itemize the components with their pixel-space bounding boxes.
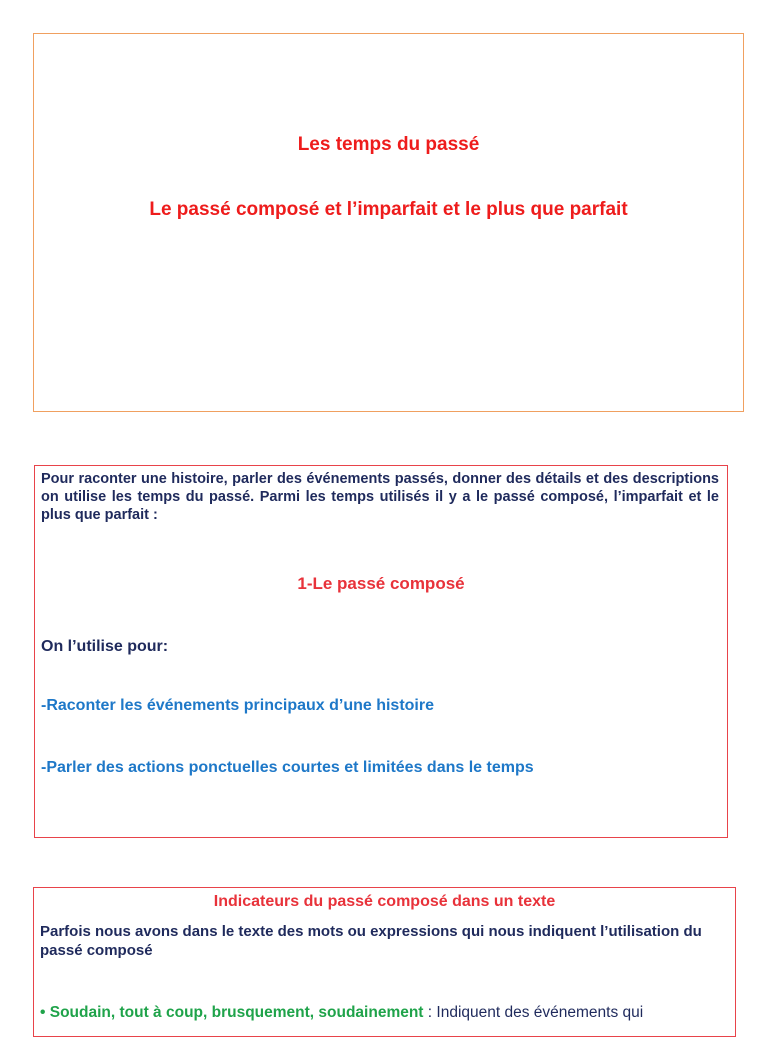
indicators-text: Parfois nous avons dans le texte des mots ou expressions qui nous indiquent l’utilisation du passé composé (40, 923, 702, 959)
bullet-separator: : (423, 1004, 437, 1021)
use-item: -Raconter les événements principaux d’une histoire (41, 697, 434, 714)
slide-subtitle: Le passé composé et l’imparfait et le plus que parfait (149, 199, 628, 220)
bullet-keywords: • Soudain, tout à coup, brusquement, soudainement (40, 1004, 424, 1021)
slide-title: Les temps du passé (297, 134, 480, 155)
uses-label: On l’utilise pour: (41, 638, 169, 655)
indicators-heading: Indicateurs du passé composé dans un texte (213, 893, 556, 910)
bullet-description: Indiquent des événements qui (436, 1004, 644, 1021)
indicators-slide (33, 887, 736, 1037)
indicator-bullet (40, 1004, 643, 1022)
title-slide (33, 33, 744, 412)
passe-compose-slide (34, 465, 728, 838)
use-item: -Parler des actions ponctuelles courtes et limitées dans le temps (41, 759, 534, 776)
section-title: 1-Le passé composé (297, 574, 465, 593)
intro-paragraph: Pour raconter une histoire, parler des événements passés, donner des détails et des descriptions on utilise les temps du passé. Parmi les temps utilisés il y a le passé composé, l’imparfait et le plus que parfait : (41, 471, 719, 523)
